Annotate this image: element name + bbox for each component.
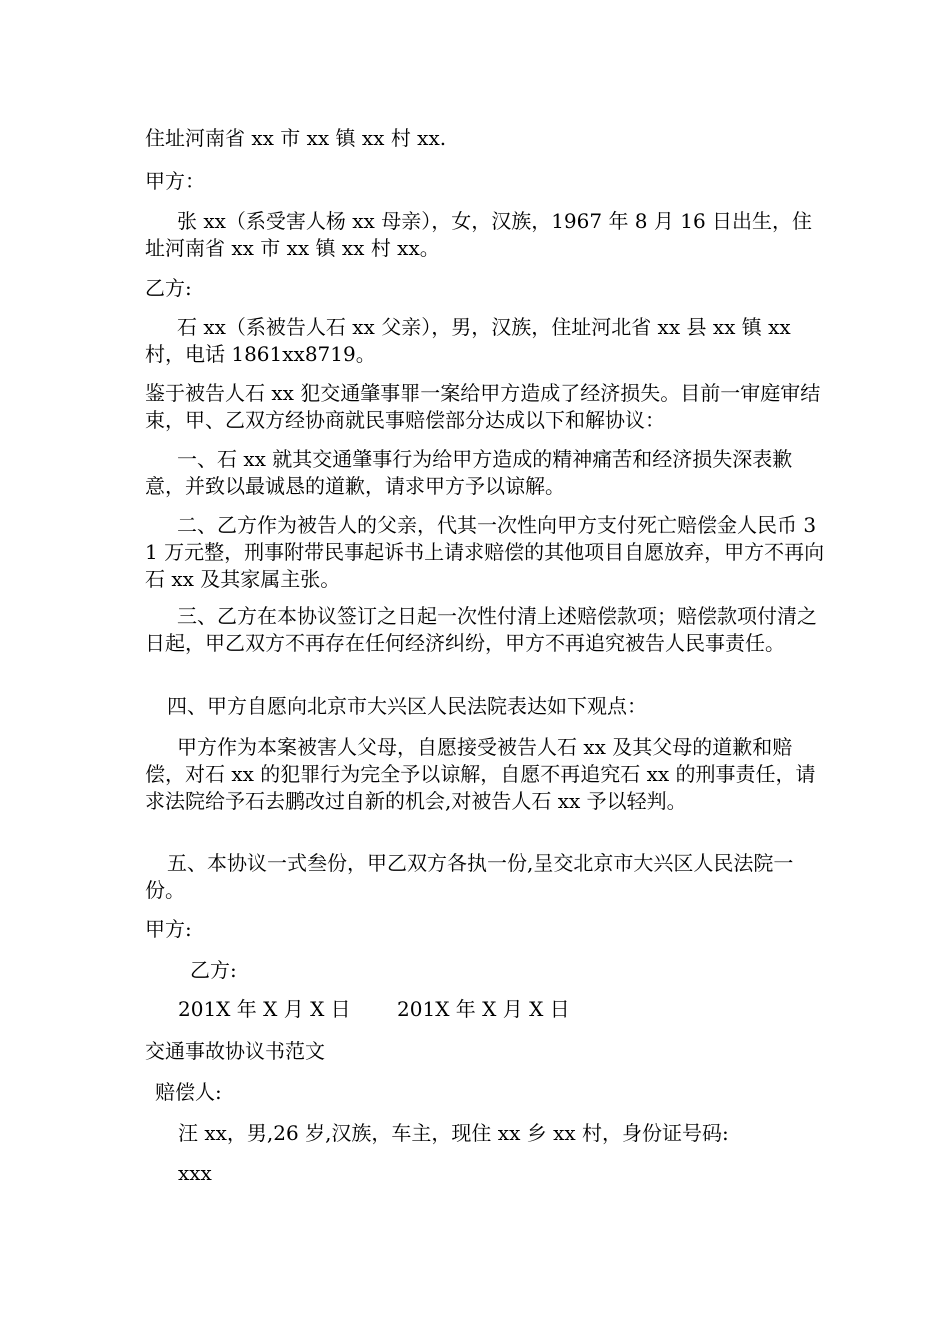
signature-dates: 201X 年 X 月 X 日 201X 年 X 月 X 日: [178, 997, 570, 1021]
compensator-details: 汪 xx，男,26 岁,汉族，车主，现住 xx 乡 xx 村，身份证号码:: [178, 1121, 729, 1145]
address-line: 住址河南省 xx 市 xx 镇 xx 村 xx.: [145, 126, 447, 150]
party-a-details: 张 xx（系受害人杨 xx 母亲），女，汉族，1967 年 8 月 16 日出生，住址河南省 xx 市 xx 镇 xx 村 xx。: [145, 209, 813, 260]
party-b-label: 乙方:: [145, 276, 192, 300]
clause-three: 三、乙方在本协议签订之日起一次性付清上述赔偿款项；赔偿款项付清之日起，甲乙双方不再存在任何经济纠纷，甲方不再追究被告人民事责任。: [145, 604, 817, 655]
clause-one: 一、石 xx 就其交通肇事行为给甲方造成的精神痛苦和经济损失深表歉意，并致以最诚恳的道歉，请求甲方予以谅解。: [145, 447, 793, 498]
party-a-label: 甲方：: [145, 169, 205, 193]
signature-party-a: 甲方:: [145, 917, 192, 941]
id-number: xxx: [178, 1161, 212, 1185]
compensator-label: 赔偿人:: [155, 1080, 222, 1104]
party-b-details: 石 xx（系被告人石 xx 父亲），男，汉族，住址河北省 xx 县 xx 镇 xx 村，电话 1861xx8719。: [145, 315, 791, 366]
clause-five: 五、本协议一式叁份，甲乙双方各执一份,呈交北京市大兴区人民法院一份。: [145, 851, 794, 902]
clause-four: 四、甲方自愿向北京市大兴区人民法院表达如下观点：: [167, 694, 647, 718]
preamble-paragraph: 鉴于被告人石 xx 犯交通肇事罪一案给甲方造成了经济损失。目前一审庭审结束，甲、乙双方经协商就民事赔偿部分达成以下和解协议：: [145, 381, 821, 432]
clause-four-statement: 甲方作为本案被害人父母，自愿接受被告人石 xx 及其父母的道歉和赔偿，对石 xx 的犯罪行为完全予以谅解，自愿不再追究石 xx 的刑事责任，请求法院给予石去鹏改过自新的机会,对被告人石 xx 予以轻判。: [145, 735, 816, 813]
signature-party-b: 乙方:: [190, 958, 237, 982]
sample-title: 交通事故协议书范文: [145, 1039, 325, 1063]
clause-two: 二、乙方作为被告人的父亲，代其一次性向甲方支付死亡赔偿金人民币 31 万元整，刑事附带民事起诉书上请求赔偿的其他项目自愿放弃，甲方不再向石 xx 及其家属主张。: [145, 513, 825, 591]
